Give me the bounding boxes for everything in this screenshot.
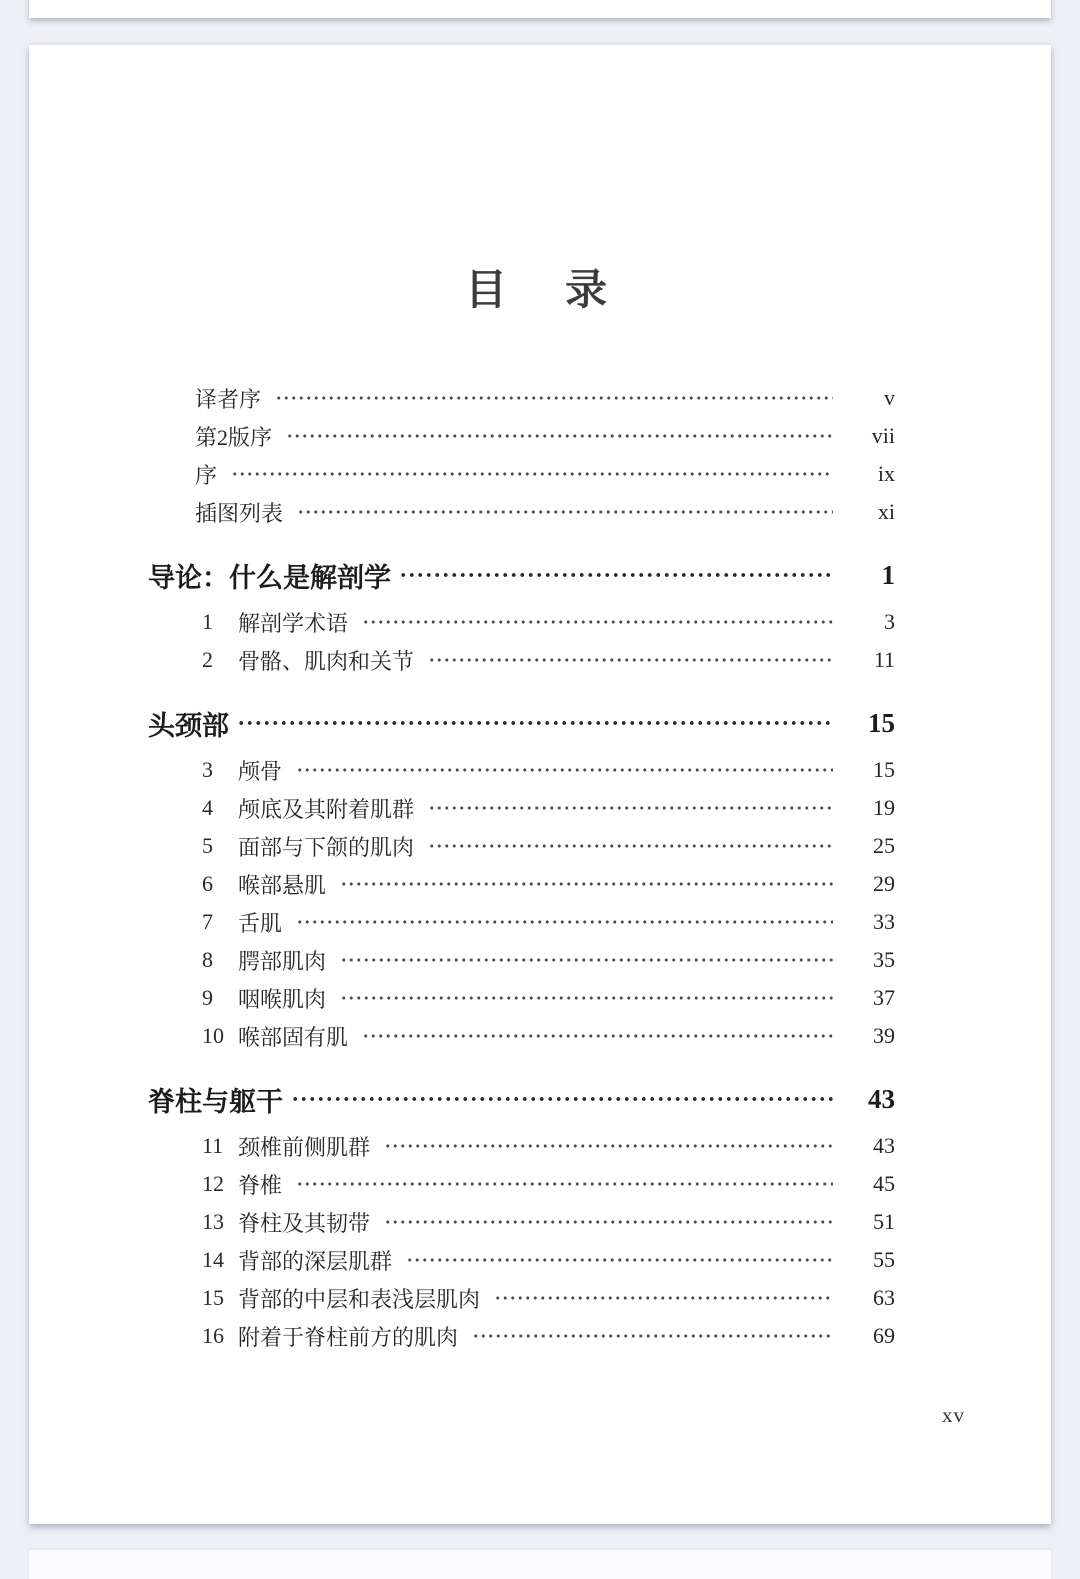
page-title: 目 录 (464, 266, 615, 313)
chapter-title: 骨骼、肌肉和关节 (238, 648, 415, 674)
chapter-page: 29 (873, 871, 895, 896)
chapter-number: 1 (202, 609, 213, 634)
dot-leader (296, 1165, 833, 1203)
toc-section-heading (148, 553, 895, 597)
chapter-page: 45 (873, 1171, 895, 1196)
chapter-page: 43 (873, 1133, 895, 1158)
next-page-edge (29, 1550, 1051, 1579)
dot-leader (384, 1203, 833, 1241)
dot-leader (340, 865, 833, 903)
chapter-number: 4 (202, 795, 213, 820)
dot-leader (296, 903, 833, 941)
chapter-title: 腭部肌肉 (238, 948, 327, 974)
chapter-number: 13 (202, 1209, 224, 1234)
dot-leader (275, 379, 833, 417)
chapter-number: 5 (202, 833, 213, 858)
chapter-title: 舌肌 (238, 910, 283, 936)
toc-entry-label: 插图列表 (195, 500, 284, 526)
chapter-number: 12 (202, 1171, 224, 1196)
toc-entry-label: 第2版序 (195, 424, 273, 450)
dot-leader (340, 979, 833, 1017)
dot-leader (428, 827, 833, 865)
toc-entry-front-matter (148, 379, 895, 417)
toc-section-title: 脊柱与躯干 (148, 1086, 283, 1117)
toc-entry-page: vii (871, 423, 895, 448)
dot-leader (286, 417, 833, 455)
toc-section-heading (148, 701, 895, 745)
chapter-number: 16 (202, 1323, 224, 1348)
toc-section-page: 43 (868, 1083, 895, 1114)
toc-chapter-entry (148, 751, 895, 789)
chapter-number: 2 (202, 647, 213, 672)
page-folio: xv (942, 1403, 965, 1427)
chapter-page: 39 (873, 1023, 895, 1048)
chapter-number: 9 (202, 985, 213, 1010)
toc-page (29, 45, 1051, 1524)
toc-chapter-entry (148, 941, 895, 979)
toc-chapter-entry (148, 827, 895, 865)
chapter-page: 3 (884, 609, 895, 634)
chapter-page: 15 (873, 757, 895, 782)
chapter-title: 脊椎 (238, 1172, 283, 1198)
dot-leader (296, 751, 833, 789)
dot-leader (362, 603, 833, 641)
toc-section-head-neck (148, 701, 895, 1055)
toc-chapter-entry (148, 979, 895, 1017)
dot-leader (340, 941, 833, 979)
chapter-page: 69 (873, 1323, 895, 1348)
chapter-number: 6 (202, 871, 213, 896)
toc-chapter-entry (148, 1017, 895, 1055)
chapter-title: 喉部固有肌 (238, 1024, 349, 1050)
toc-chapter-entry (148, 789, 895, 827)
toc-section-introduction (148, 553, 895, 679)
toc-entry-page: v (884, 385, 895, 410)
chapter-number: 14 (202, 1247, 224, 1272)
toc-chapter-entry (148, 903, 895, 941)
dot-leader (428, 789, 833, 827)
chapter-number: 10 (202, 1023, 224, 1048)
chapter-number: 8 (202, 947, 213, 972)
chapter-title: 颅底及其附着肌群 (238, 796, 415, 822)
dot-leader (428, 641, 833, 679)
chapter-title: 背部的深层肌群 (238, 1248, 393, 1274)
chapter-page: 19 (873, 795, 895, 820)
chapter-number: 15 (202, 1285, 224, 1310)
toc-chapter-entry (148, 1127, 895, 1165)
chapter-page: 37 (873, 985, 895, 1010)
toc-entry-label: 序 (195, 462, 218, 488)
toc-section-title: 导论：什么是解剖学 (148, 562, 391, 593)
toc-chapter-entry (148, 641, 895, 679)
dot-leader (384, 1127, 833, 1165)
chapter-title: 脊柱及其韧带 (238, 1210, 371, 1236)
toc-chapter-entry (148, 865, 895, 903)
chapter-title: 喉部悬肌 (238, 872, 327, 898)
dot-leader (472, 1317, 833, 1355)
chapter-title: 解剖学术语 (238, 610, 349, 636)
chapter-title: 咽喉肌肉 (238, 986, 327, 1012)
toc-chapter-entry (148, 1279, 895, 1317)
chapter-number: 3 (202, 757, 213, 782)
dot-leader (362, 1017, 833, 1055)
dot-leader (237, 701, 833, 745)
toc-entry-page: ix (877, 461, 895, 486)
toc-chapter-entry (148, 1241, 895, 1279)
toc-section-page: 15 (868, 707, 895, 738)
toc-chapter-entry (148, 1165, 895, 1203)
chapter-page: 63 (873, 1285, 895, 1310)
toc-section-title: 头颈部 (148, 710, 229, 741)
toc-entry-front-matter (148, 417, 895, 455)
chapter-title: 附着于脊柱前方的肌肉 (238, 1324, 459, 1350)
dot-leader (231, 455, 833, 493)
toc-entry-label: 译者序 (195, 386, 262, 412)
previous-page-edge (29, 0, 1051, 18)
toc-chapter-entry (148, 1203, 895, 1241)
toc-entry-page: xi (877, 499, 895, 524)
chapter-number: 11 (202, 1133, 224, 1158)
chapter-page: 35 (873, 947, 895, 972)
chapter-title: 背部的中层和表浅层肌肉 (238, 1286, 481, 1312)
chapter-number: 7 (202, 909, 213, 934)
chapter-page: 51 (873, 1209, 895, 1234)
chapter-title: 颈椎前侧肌群 (238, 1134, 371, 1160)
chapter-page: 11 (873, 647, 895, 672)
chapter-page: 55 (873, 1247, 895, 1272)
chapter-page: 25 (873, 833, 895, 858)
chapter-title: 颅骨 (238, 758, 283, 784)
dot-leader (406, 1241, 833, 1279)
chapter-title: 面部与下颌的肌肉 (238, 834, 415, 860)
dot-leader (297, 493, 833, 531)
toc-chapter-entry (148, 603, 895, 641)
toc-section-page: 1 (881, 559, 895, 590)
toc-section-heading (148, 1077, 895, 1121)
toc-entry-front-matter (148, 493, 895, 531)
dot-leader (494, 1279, 833, 1317)
toc-section-spine-trunk (148, 1077, 895, 1355)
dot-leader (291, 1077, 833, 1121)
chapter-page: 33 (873, 909, 895, 934)
dot-leader (399, 553, 833, 597)
toc-entry-front-matter (148, 455, 895, 493)
toc-content (148, 379, 895, 1355)
toc-chapter-entry (148, 1317, 895, 1355)
